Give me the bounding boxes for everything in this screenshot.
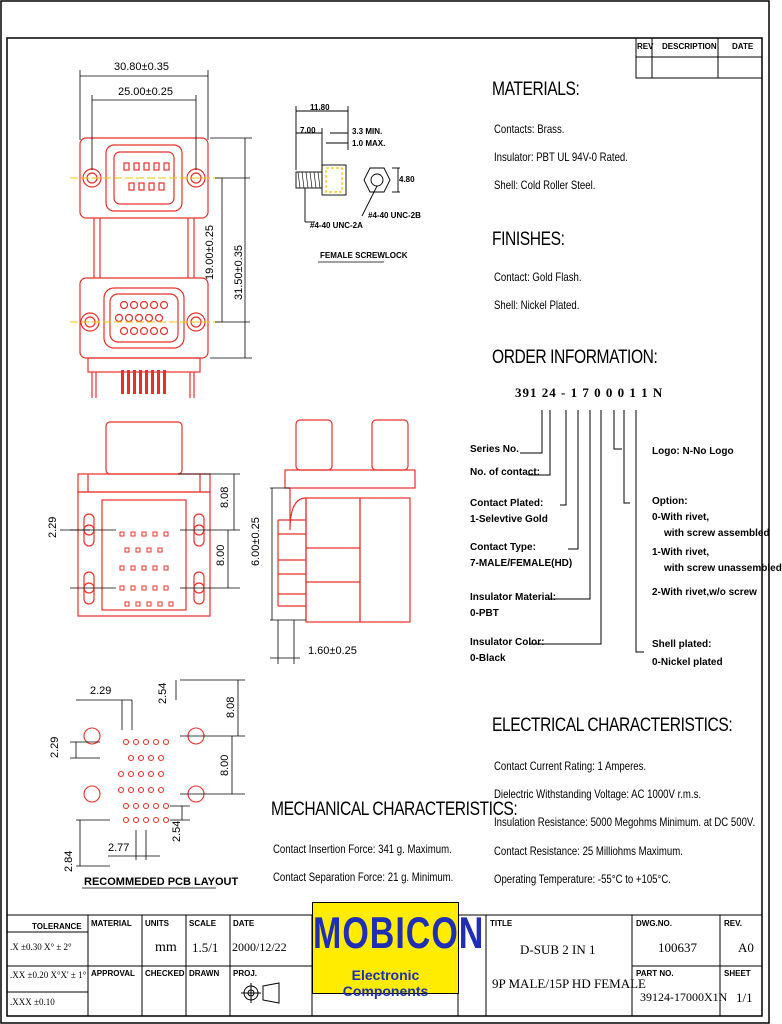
logo-main-text: MOBICON	[313, 909, 485, 959]
pcb-layout-label: RECOMMEDED PCB LAYOUT	[84, 876, 239, 888]
dim-front-800: 8.00	[215, 544, 227, 566]
thread-b: #4-40 UNC-2B	[368, 211, 421, 220]
tolerance-label: TOLERANCE	[32, 922, 82, 931]
dim-height-inner: 19.00±0.25	[204, 225, 216, 280]
mechanical-line: Contact Separation Force: 21 g. Minimum.	[273, 870, 454, 884]
dim-pcb-800: 8.00	[219, 754, 231, 776]
dim-pcb-277: 2.77	[108, 842, 130, 854]
finishes-line: Contact: Gold Flash.	[494, 270, 582, 284]
materials-line: Insulator: PBT UL 94V-0 Rated.	[494, 150, 628, 164]
finishes-line: Shell: Nickel Plated.	[494, 298, 580, 312]
dim-side-160: 1.60±0.25	[308, 645, 357, 657]
dim-pcb-808: 8.08	[225, 696, 237, 718]
dim-pcb-254-bottom: 2.54	[171, 820, 183, 842]
units-label: UNITS	[145, 919, 169, 928]
top-view	[80, 138, 208, 398]
order-label: Insulator Color:	[470, 637, 545, 648]
tolerance-row: .XX ±0.20 X°X' ± 1°	[10, 970, 87, 980]
order-option: 0-Nickel plated	[652, 657, 723, 668]
front-view	[78, 422, 210, 616]
order-option: with screw assembled	[664, 528, 770, 539]
order-label: 1-Selevtive Gold	[470, 514, 548, 525]
order-label: Contact Type:	[470, 542, 536, 553]
material-label: MATERIAL	[91, 919, 132, 928]
dwg-no-label: DWG.NO.	[636, 919, 672, 928]
dim-top-width-inner: 25.00±0.25	[118, 86, 173, 98]
dim-screw-700: 7.00	[300, 126, 316, 135]
units-value: mm	[155, 940, 177, 955]
dim-pcb-284: 2.84	[63, 850, 75, 872]
order-label: 0-Black	[470, 653, 506, 664]
dim-screw-hex: 4.80	[399, 175, 415, 184]
tolerance-row: .X ±0.30 X° ± 2°	[10, 942, 72, 952]
logo-sub-text: Electronic Components	[342, 967, 429, 999]
female-screwlock-label: FEMALE SCREWLOCK	[320, 251, 408, 260]
order-label: No. of contact:	[470, 467, 540, 478]
electrical-line: Contact Current Rating: 1 Amperes.	[494, 759, 647, 773]
order-option: Shell plated:	[652, 639, 712, 650]
rev-header: REV	[637, 42, 654, 51]
order-option: with screw unassembled	[664, 563, 782, 574]
pcb-layout	[84, 728, 204, 823]
dim-pcb-254-top: 2.54	[157, 682, 169, 704]
drawing-title-line1: D-SUB 2 IN 1	[520, 942, 596, 957]
electrical-title: ELECTRICAL CHARACTERISTICS:	[492, 715, 733, 736]
order-label: Series No.	[470, 444, 519, 455]
electrical-line: Dielectric Withstanding Voltage: AC 1000V r.m.s.	[494, 787, 702, 801]
sheet-label: SHEET	[724, 969, 751, 978]
scale-value: 1.5/1	[192, 940, 219, 955]
drawn-label: DRAWN	[189, 969, 220, 978]
order-label: 0-PBT	[470, 608, 499, 619]
date-value: 2000/12/22	[232, 940, 287, 954]
materials-line: Contacts: Brass.	[494, 122, 565, 136]
materials-title: MATERIALS:	[492, 79, 580, 100]
dim-top-width-outer: 30.80±0.35	[114, 61, 169, 73]
screwlock-drawing	[296, 103, 400, 222]
checked-label: CHECKED	[145, 969, 185, 978]
order-option: Logo: N-No Logo	[652, 446, 734, 457]
order-option: Option:	[652, 496, 688, 507]
dwg-no-value: 100637	[658, 940, 697, 955]
electrical-line: Contact Resistance: 25 Milliohms Maximum.	[494, 844, 683, 858]
order-code: 391 24 - 1 7 0 0 0 1 1 N	[515, 385, 664, 400]
order-label: 7-MALE/FEMALE(HD)	[470, 558, 573, 569]
rev-value: A0	[738, 940, 754, 955]
mechanical-title: MECHANICAL CHARACTERISTICS:	[271, 799, 518, 820]
part-no-label: PART NO.	[636, 969, 674, 978]
date-header: DATE	[732, 42, 754, 51]
side-view	[278, 420, 415, 622]
dim-front-808: 8.08	[219, 486, 231, 508]
dim-height-outer: 31.50±0.35	[233, 245, 245, 300]
order-title: ORDER INFORMATION:	[492, 347, 658, 368]
order-option: 1-With rivet,	[652, 547, 710, 558]
title-label: TITLE	[490, 919, 513, 928]
electrical-line: Insulation Resistance: 5000 Megohms Minimum. at DC 500V.	[494, 815, 756, 829]
projection-symbol	[241, 983, 279, 1003]
dim-screw-max: 1.0 MAX.	[352, 139, 386, 148]
materials-line: Shell: Cold Roller Steel.	[494, 178, 596, 192]
approval-label: APPROVAL	[91, 969, 135, 978]
proj-label: PROJ.	[233, 969, 258, 978]
thread-a: #4-40 UNC-2A	[310, 221, 363, 230]
dim-side-600: 6.00±0.25	[250, 517, 262, 566]
mechanical-line: Contact Insertion Force: 341 g. Maximum.	[273, 842, 452, 856]
order-leaders	[520, 410, 644, 652]
dim-pcb-229-top: 2.29	[90, 685, 112, 697]
drawing-title-line2: 9P MALE/15P HD FEMALE	[492, 976, 646, 991]
date-label: DATE	[233, 919, 255, 928]
description-header: DESCRIPTION	[662, 42, 717, 51]
finishes-title: FINISHES:	[492, 229, 565, 250]
order-label: Contact Plated:	[470, 498, 544, 509]
dim-pcb-229-left: 2.29	[49, 736, 61, 758]
rev-label: REV.	[724, 919, 742, 928]
dim-screw-total: 11.80	[310, 103, 330, 112]
order-option: 0-With rivet,	[652, 512, 710, 523]
part-no-value: 39124-17000X1N	[640, 990, 728, 1004]
order-option: 2-With rivet,w/o screw	[652, 587, 757, 598]
sheet-value: 1/1	[736, 990, 753, 1005]
tolerance-row: .XXX ±0.10	[10, 997, 55, 1007]
dim-screw-min: 3.3 MIN.	[352, 127, 383, 136]
dim-front-229: 2.29	[47, 516, 59, 538]
order-label: Insulator Material:	[470, 592, 557, 603]
electrical-line: Operating Temperature: -55°C to +105°C.	[494, 872, 671, 886]
scale-label: SCALE	[189, 919, 217, 928]
mobicon-logo	[312, 902, 485, 999]
